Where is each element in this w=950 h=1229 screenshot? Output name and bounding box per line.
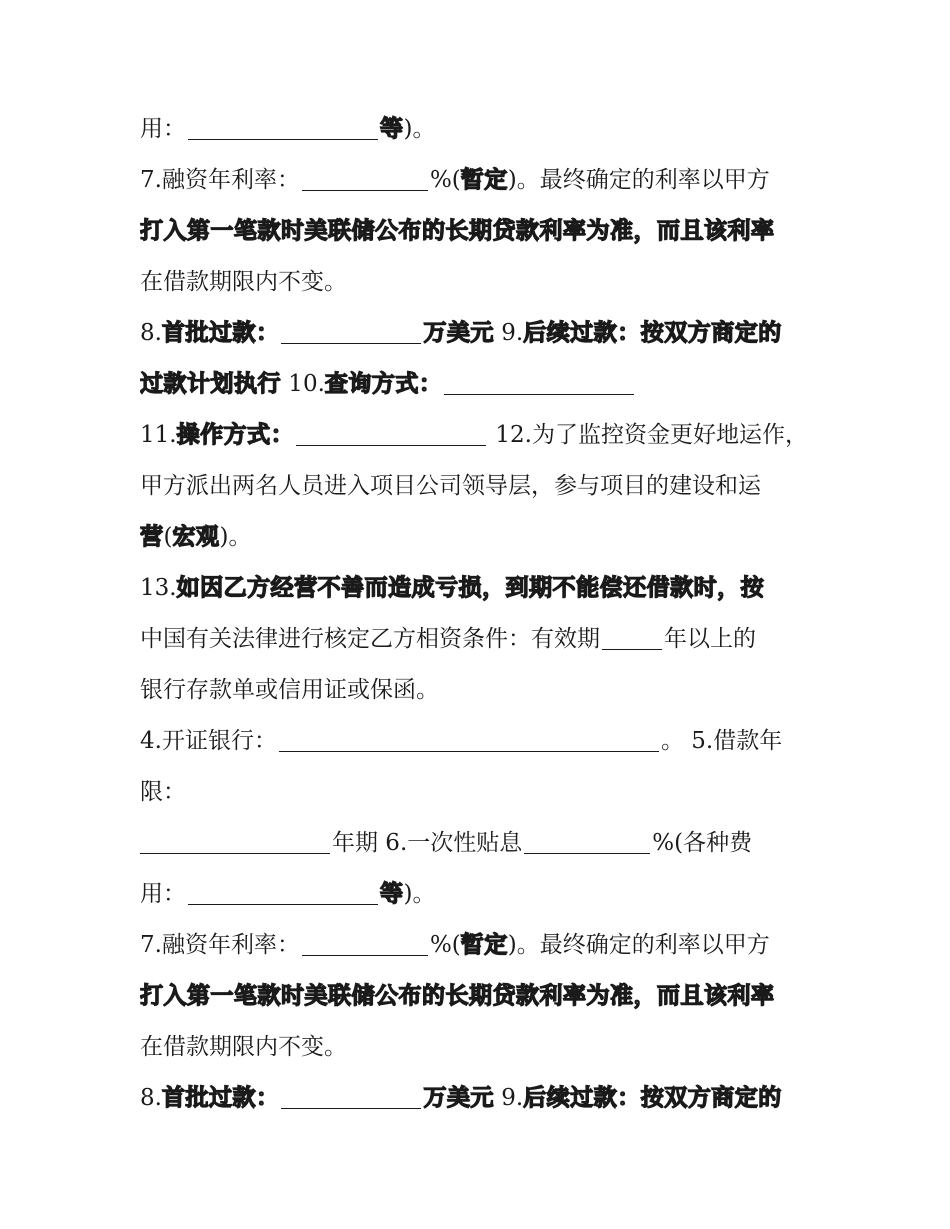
text-run: 中国有关法律进行核定乙方相资条件：有效期 xyxy=(140,626,600,652)
text-run-outlined: 万美元 xyxy=(423,320,494,346)
text-line xyxy=(140,925,820,965)
text-run: 12.为了监控资金更好地运作， xyxy=(488,422,808,448)
fill-blank xyxy=(281,317,421,344)
text-line xyxy=(140,874,820,914)
text-line xyxy=(140,109,820,149)
text-run: 13. xyxy=(140,575,177,601)
text-run-outlined: 按双方商定的 xyxy=(640,1085,782,1111)
text-line xyxy=(140,670,820,710)
fill-blank xyxy=(524,827,650,854)
text-run-outlined: 首批过款 xyxy=(161,1085,256,1111)
text-line xyxy=(140,823,820,863)
text-run: 用： xyxy=(140,116,186,142)
text-run: %( xyxy=(429,932,461,958)
text-run-outlined: 打入第一笔款时美联储公布的长期贷款利率为准，而且该利率 xyxy=(140,218,775,244)
text-run-outlined: 等 xyxy=(380,116,404,142)
text-run: 8. xyxy=(140,1085,162,1111)
text-run: )。 xyxy=(403,116,436,142)
text-run: 7.融资年利率： xyxy=(140,932,300,958)
text-line xyxy=(140,211,820,251)
fill-blank xyxy=(602,623,662,650)
text-line xyxy=(140,721,820,761)
text-run-outlined: ： xyxy=(617,1085,641,1111)
text-run-outlined: 等 xyxy=(380,881,404,907)
fill-blank xyxy=(444,368,634,395)
text-run-outlined: 营 xyxy=(140,524,164,550)
fill-blank xyxy=(281,1082,421,1109)
text-run: 银行存款单或信用证或保函。 xyxy=(140,677,439,703)
fill-blank xyxy=(296,419,486,446)
text-run-outlined: 后续过款 xyxy=(523,1085,618,1111)
fill-blank xyxy=(140,827,330,854)
text-line xyxy=(140,466,820,506)
text-run-outlined: 按双方商定的 xyxy=(640,320,782,346)
text-run-outlined: ： xyxy=(418,371,443,397)
fill-blank xyxy=(302,929,428,956)
text-line xyxy=(140,313,820,353)
text-run: 。 5.借款年 xyxy=(660,728,783,754)
text-run: 限： xyxy=(140,779,186,805)
text-run-outlined: 宏观 xyxy=(172,524,220,550)
text-run: 8. xyxy=(140,320,162,346)
text-run: )。 xyxy=(403,881,436,907)
text-run: 甲方派出两名人员进入项目公司领导层，参与项目的建设和运 xyxy=(140,473,761,499)
text-run: 年以上的 xyxy=(664,626,756,652)
fill-blank xyxy=(279,725,659,752)
text-run-outlined: 暂定 xyxy=(460,932,508,958)
text-run: 7.融资年利率： xyxy=(140,167,300,193)
text-line xyxy=(140,568,820,608)
text-run-outlined: ： xyxy=(270,422,295,448)
fill-blank xyxy=(188,113,378,140)
text-run: 4.开证银行： xyxy=(140,728,277,754)
text-run: 11. xyxy=(140,422,177,448)
text-run: 10. xyxy=(281,371,325,397)
text-line xyxy=(140,1027,820,1067)
text-run-outlined: 万美元 xyxy=(423,1085,494,1111)
text-run-outlined: 操作方式 xyxy=(176,422,271,448)
text-run-outlined: 暂定 xyxy=(460,167,508,193)
text-run-outlined: 打入第一笔款时美联储公布的长期贷款利率为准，而且该利率 xyxy=(140,983,775,1009)
text-run: 9. xyxy=(493,1085,524,1111)
text-run-outlined: ： xyxy=(617,320,641,346)
text-run: ( xyxy=(163,524,173,550)
text-run-outlined: ： xyxy=(255,1085,280,1111)
text-line xyxy=(140,160,820,200)
text-run: )。最终确定的利率以甲方 xyxy=(507,932,770,958)
text-run: 在借款期限内不变。 xyxy=(140,1034,347,1060)
text-run: 在借款期限内不变。 xyxy=(140,269,347,295)
fill-blank xyxy=(188,878,378,905)
text-run-outlined: 查询方式 xyxy=(324,371,419,397)
text-run-outlined: 过款计划执行 xyxy=(140,371,281,397)
text-line xyxy=(140,1078,820,1118)
text-line xyxy=(140,976,820,1016)
text-line xyxy=(140,415,820,455)
text-run: %( xyxy=(429,167,461,193)
text-run-outlined: 如因乙方经营不善而造成亏损，到期不能偿还借款时，按 xyxy=(176,575,765,601)
text-run: %(各种费 xyxy=(652,830,753,856)
text-line xyxy=(140,262,820,302)
text-run-outlined: 首批过款 xyxy=(161,320,256,346)
text-line xyxy=(140,772,820,812)
text-line xyxy=(140,619,820,659)
text-line xyxy=(140,364,820,404)
text-run: 用： xyxy=(140,881,186,907)
text-run-outlined: ： xyxy=(255,320,280,346)
text-run: 年期 6.一次性贴息 xyxy=(332,830,523,856)
text-run: 9. xyxy=(493,320,524,346)
fill-blank xyxy=(302,164,428,191)
text-run: )。 xyxy=(219,524,252,550)
text-line xyxy=(140,517,820,557)
text-run-outlined: 后续过款 xyxy=(523,320,618,346)
text-run: )。最终确定的利率以甲方 xyxy=(507,167,770,193)
